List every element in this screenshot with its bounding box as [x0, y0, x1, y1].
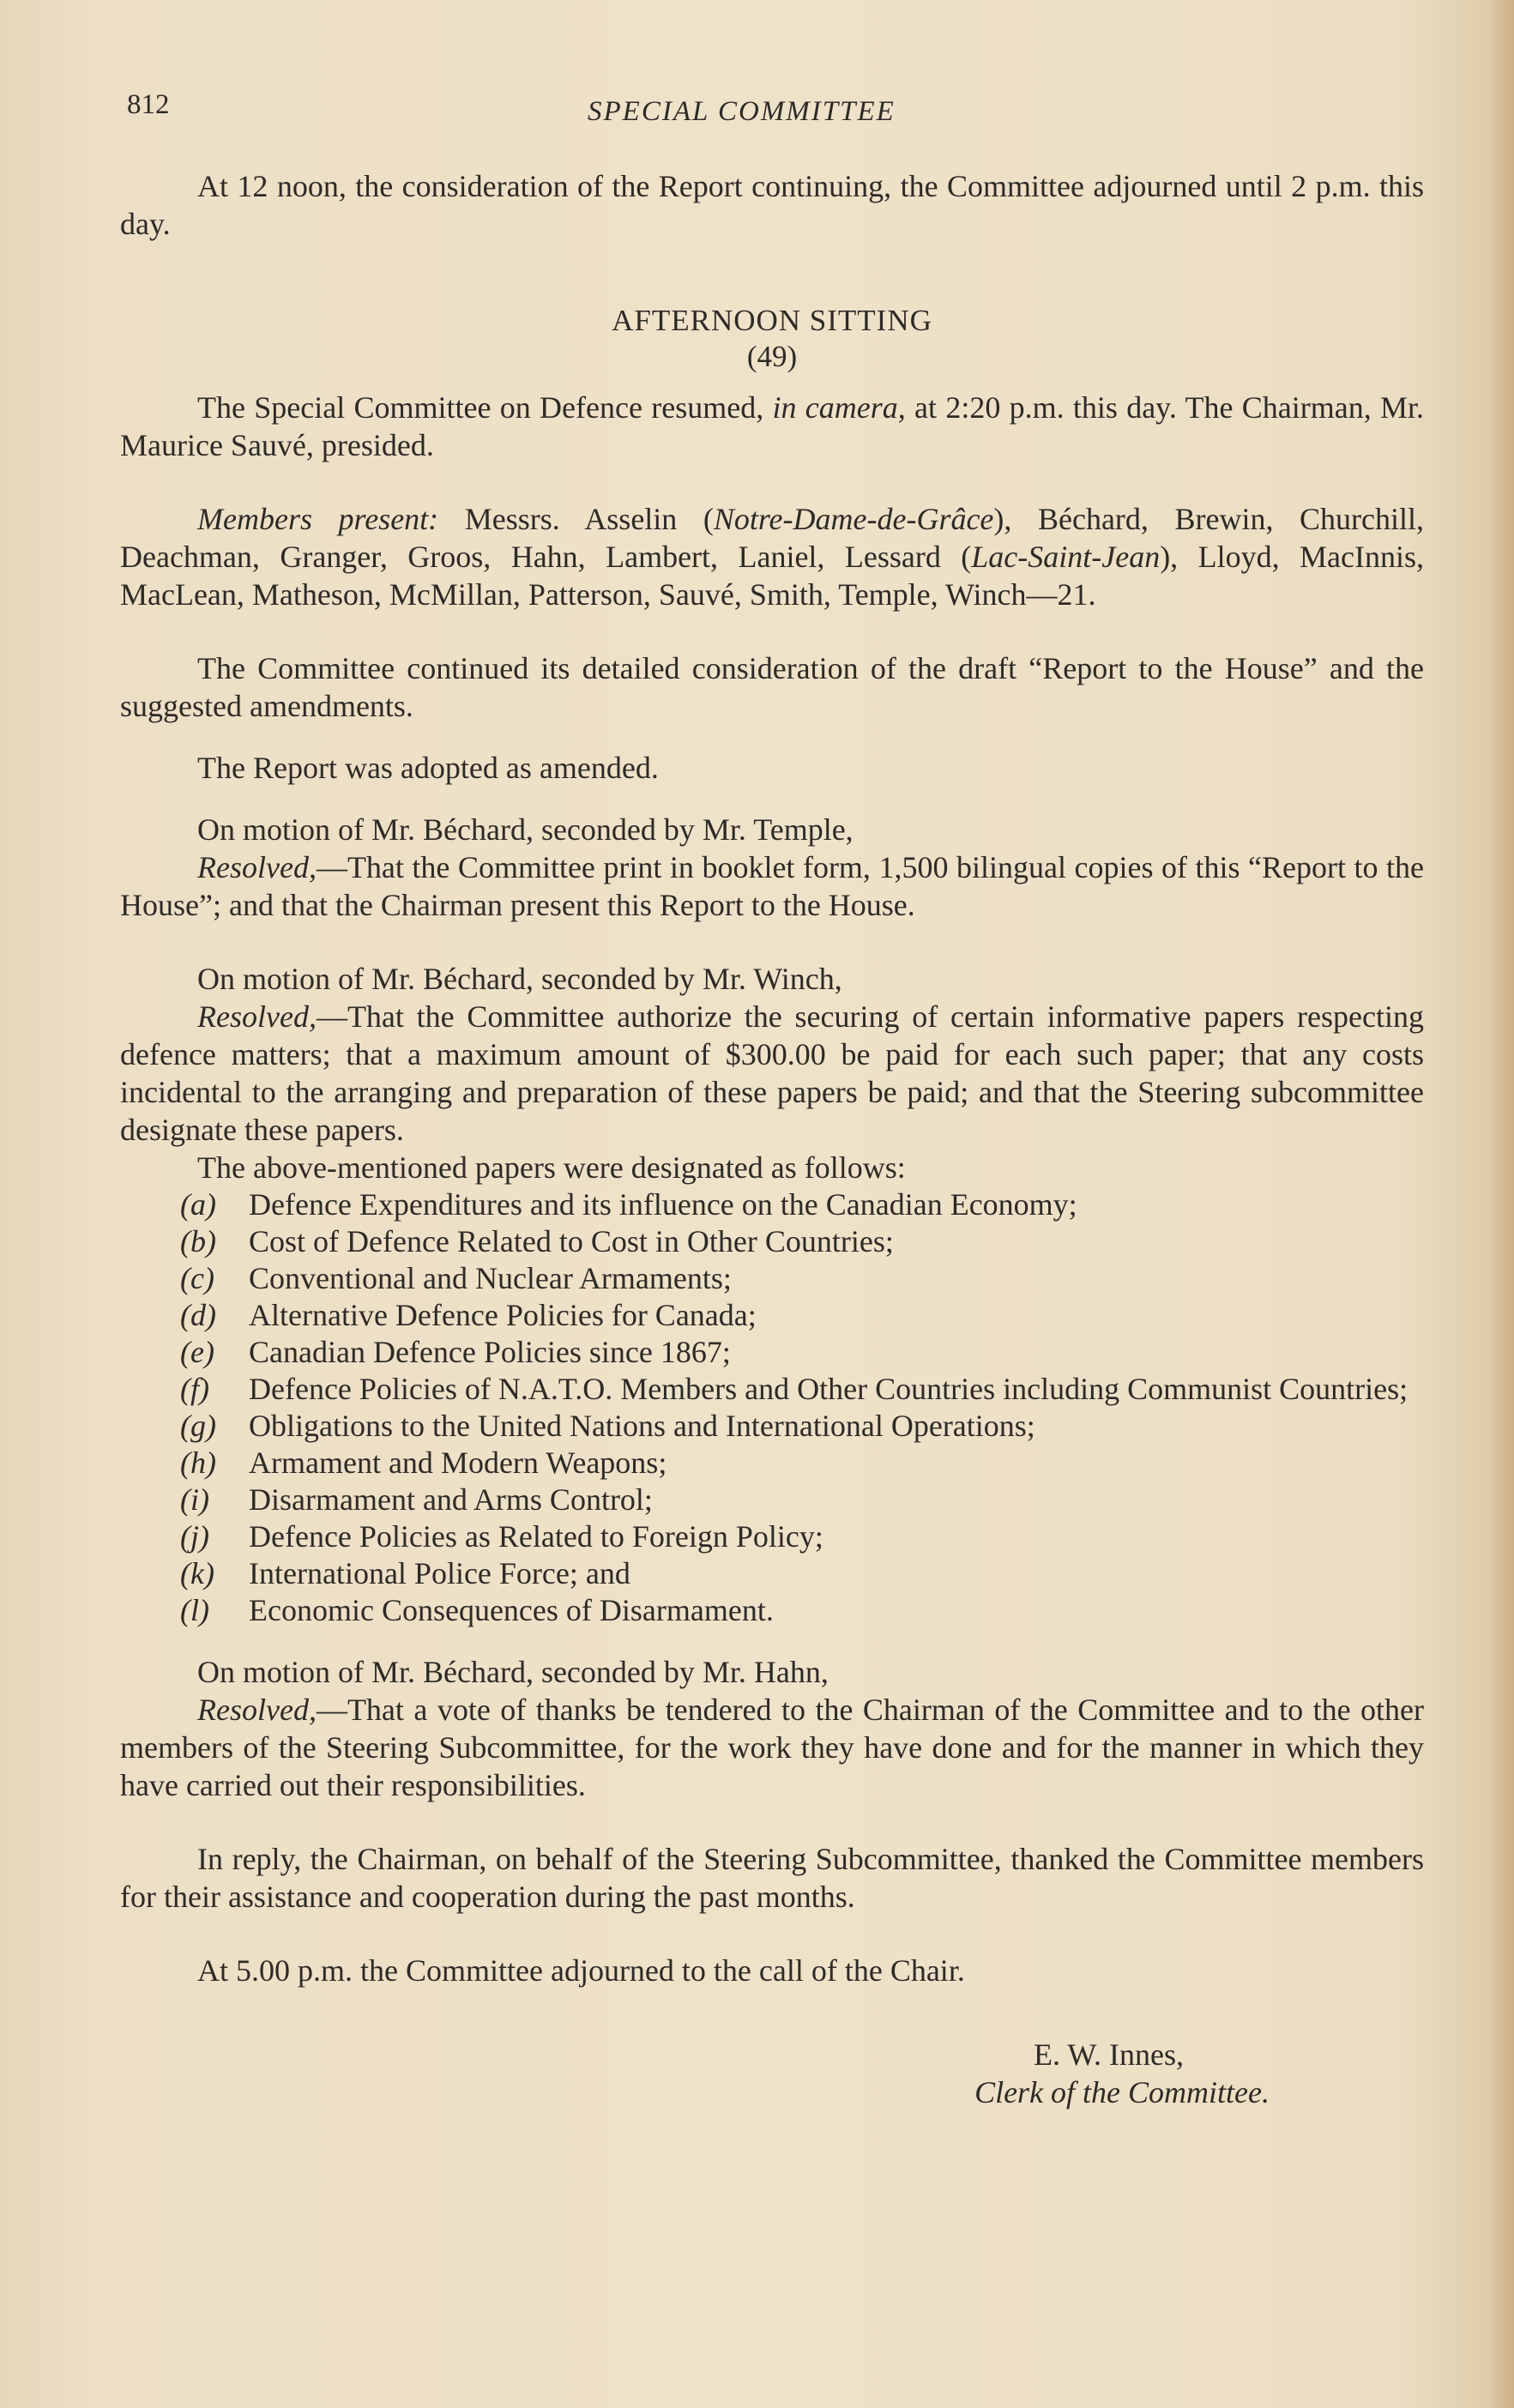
- list-item: [180, 1555, 1424, 1592]
- motion-2-resolved-label: Resolved,: [197, 999, 317, 1034]
- item-letter: (a): [180, 1187, 216, 1222]
- item-letter: (i): [180, 1482, 209, 1517]
- sitting-number: (49): [746, 340, 798, 373]
- item-letter: (k): [180, 1556, 214, 1590]
- adopted-paragraph: The Report was adopted as amended.: [197, 751, 659, 785]
- motion-1-resolution: [120, 848, 1424, 924]
- motion-3-resolution: [120, 1691, 1424, 1804]
- motion-1-resolved-label: Resolved,: [197, 850, 317, 884]
- motion-3-text: —That a vote of thanks be tendered to the Chairman of the Committee and to the other members of the Steering Subcommittee, for the work they have done and for the manner in which they have carried out their responsibilities.: [120, 1693, 1424, 1802]
- list-item: [180, 1445, 1424, 1482]
- item-text: Economic Consequences of Disarmament.: [249, 1593, 774, 1627]
- opening-paragraph: [120, 389, 1424, 464]
- riding-1: Notre-Dame-de-Grâce: [713, 502, 994, 536]
- designations-intro: The above-mentioned papers were designated as follows:: [197, 1150, 906, 1185]
- item-text: Defence Policies of N.A.T.O. Members and Other Countries including Communist Countries;: [249, 1372, 1408, 1406]
- intro-paragraph: At 12 noon, the consideration of the Report continuing, the Committee adjourned until 2 p.m. this day.: [120, 169, 1424, 241]
- page-edge-shadow: [1488, 0, 1514, 2408]
- document-body: [120, 167, 1424, 2111]
- item-letter: (b): [180, 1224, 216, 1258]
- motion-1-text: —That the Committee print in booklet form, 1,500 bilingual copies of this “Report to the House”; and that the Chairman present this Report to the House.: [120, 850, 1424, 922]
- item-text: Defence Policies as Related to Foreign Policy;: [249, 1519, 823, 1554]
- continued-paragraph: The Committee continued its detailed consideration of the draft “Report to the House” and the suggested amendments.: [120, 651, 1424, 723]
- motion-2-mover: On motion of Mr. Béchard, seconded by Mr. Winch,: [197, 962, 842, 996]
- motion-3-resolved-label: Resolved,: [197, 1693, 317, 1727]
- riding-2: Lac-Saint-Jean: [971, 540, 1161, 574]
- item-letter: (l): [180, 1593, 209, 1627]
- list-item: [180, 1260, 1424, 1297]
- clerk-title: Clerk of the Committee.: [974, 2075, 1270, 2109]
- motion-2-resolution: [120, 998, 1424, 1149]
- members-present-label: Members present:: [197, 502, 439, 536]
- item-letter: (j): [180, 1519, 209, 1554]
- item-text: Armament and Modern Weapons;: [249, 1445, 667, 1480]
- reply-paragraph: In reply, the Chairman, on behalf of the Steering Subcommittee, thanked the Committee members for their assistance and cooperation during the past months.: [120, 1842, 1424, 1914]
- members-part-2: ), Béchard, Brewin, Churchill, Deachman, Granger, Groos, Hahn, Lambert, Laniel, Lessard (: [120, 502, 1424, 574]
- item-text: Obligations to the United Nations and International Operations;: [249, 1409, 1035, 1443]
- item-text: Conventional and Nuclear Armaments;: [249, 1261, 732, 1295]
- signature-block: [120, 2036, 1424, 2111]
- adjournment-paragraph: At 5.00 p.m. the Committee adjourned to the call of the Chair.: [197, 1953, 965, 1988]
- list-item: [180, 1223, 1424, 1260]
- list-item: [180, 1297, 1424, 1334]
- motion-2-text: —That the Committee authorize the securing of certain informative papers respecting defence matters; that a maximum amount of $300.00 be paid for each such paper; that any costs incidental to the arranging and preparation of these papers be paid; and that the Steering subcommittee designate these papers.: [120, 999, 1424, 1147]
- item-text: Cost of Defence Related to Cost in Other Countries;: [249, 1224, 894, 1258]
- item-text: Alternative Defence Policies for Canada;: [249, 1298, 757, 1332]
- item-letter: (c): [180, 1261, 214, 1295]
- opening-text-after: at 2:20 p.m. this day. The Chairman, Mr. Maurice Sauvé, presided.: [120, 390, 1425, 462]
- opening-text-before: The Special Committee on Defence resumed,: [197, 390, 773, 425]
- item-letter: (d): [180, 1298, 216, 1332]
- clerk-name: E. W. Innes,: [1034, 2037, 1184, 2072]
- list-item: [180, 1334, 1424, 1371]
- members-part-3: ), Lloyd, MacInnis, MacLean, Matheson, McMillan, Patterson, Sauvé, Smith, Temple, Winch—21.: [120, 540, 1424, 612]
- item-letter: (e): [180, 1335, 214, 1369]
- page-number: 812: [127, 89, 170, 120]
- running-title: SPECIAL COMMITTEE: [588, 96, 896, 127]
- members-part-1: Messrs. Asselin (: [438, 502, 714, 536]
- motion-1-mover: On motion of Mr. Béchard, seconded by Mr. Temple,: [197, 812, 854, 847]
- item-letter: (g): [180, 1409, 216, 1443]
- sitting-heading: AFTERNOON SITTING: [612, 304, 932, 337]
- list-item: [180, 1408, 1424, 1445]
- item-text: International Police Force; and: [249, 1556, 630, 1590]
- members-present-paragraph: [120, 500, 1424, 613]
- motion-3-mover: On motion of Mr. Béchard, seconded by Mr. Hahn,: [197, 1655, 829, 1689]
- list-item: [180, 1186, 1424, 1223]
- list-item: [180, 1482, 1424, 1518]
- item-letter: (f): [180, 1372, 209, 1406]
- item-text: Disarmament and Arms Control;: [249, 1482, 653, 1517]
- list-item: [180, 1371, 1424, 1408]
- item-text: Canadian Defence Policies since 1867;: [249, 1335, 731, 1369]
- opening-italic: in camera,: [772, 390, 906, 425]
- item-letter: (h): [180, 1445, 216, 1480]
- designations-list: [120, 1186, 1424, 1629]
- list-item: [180, 1518, 1424, 1555]
- item-text: Defence Expenditures and its influence on the Canadian Economy;: [249, 1187, 1077, 1222]
- list-item: [180, 1592, 1424, 1629]
